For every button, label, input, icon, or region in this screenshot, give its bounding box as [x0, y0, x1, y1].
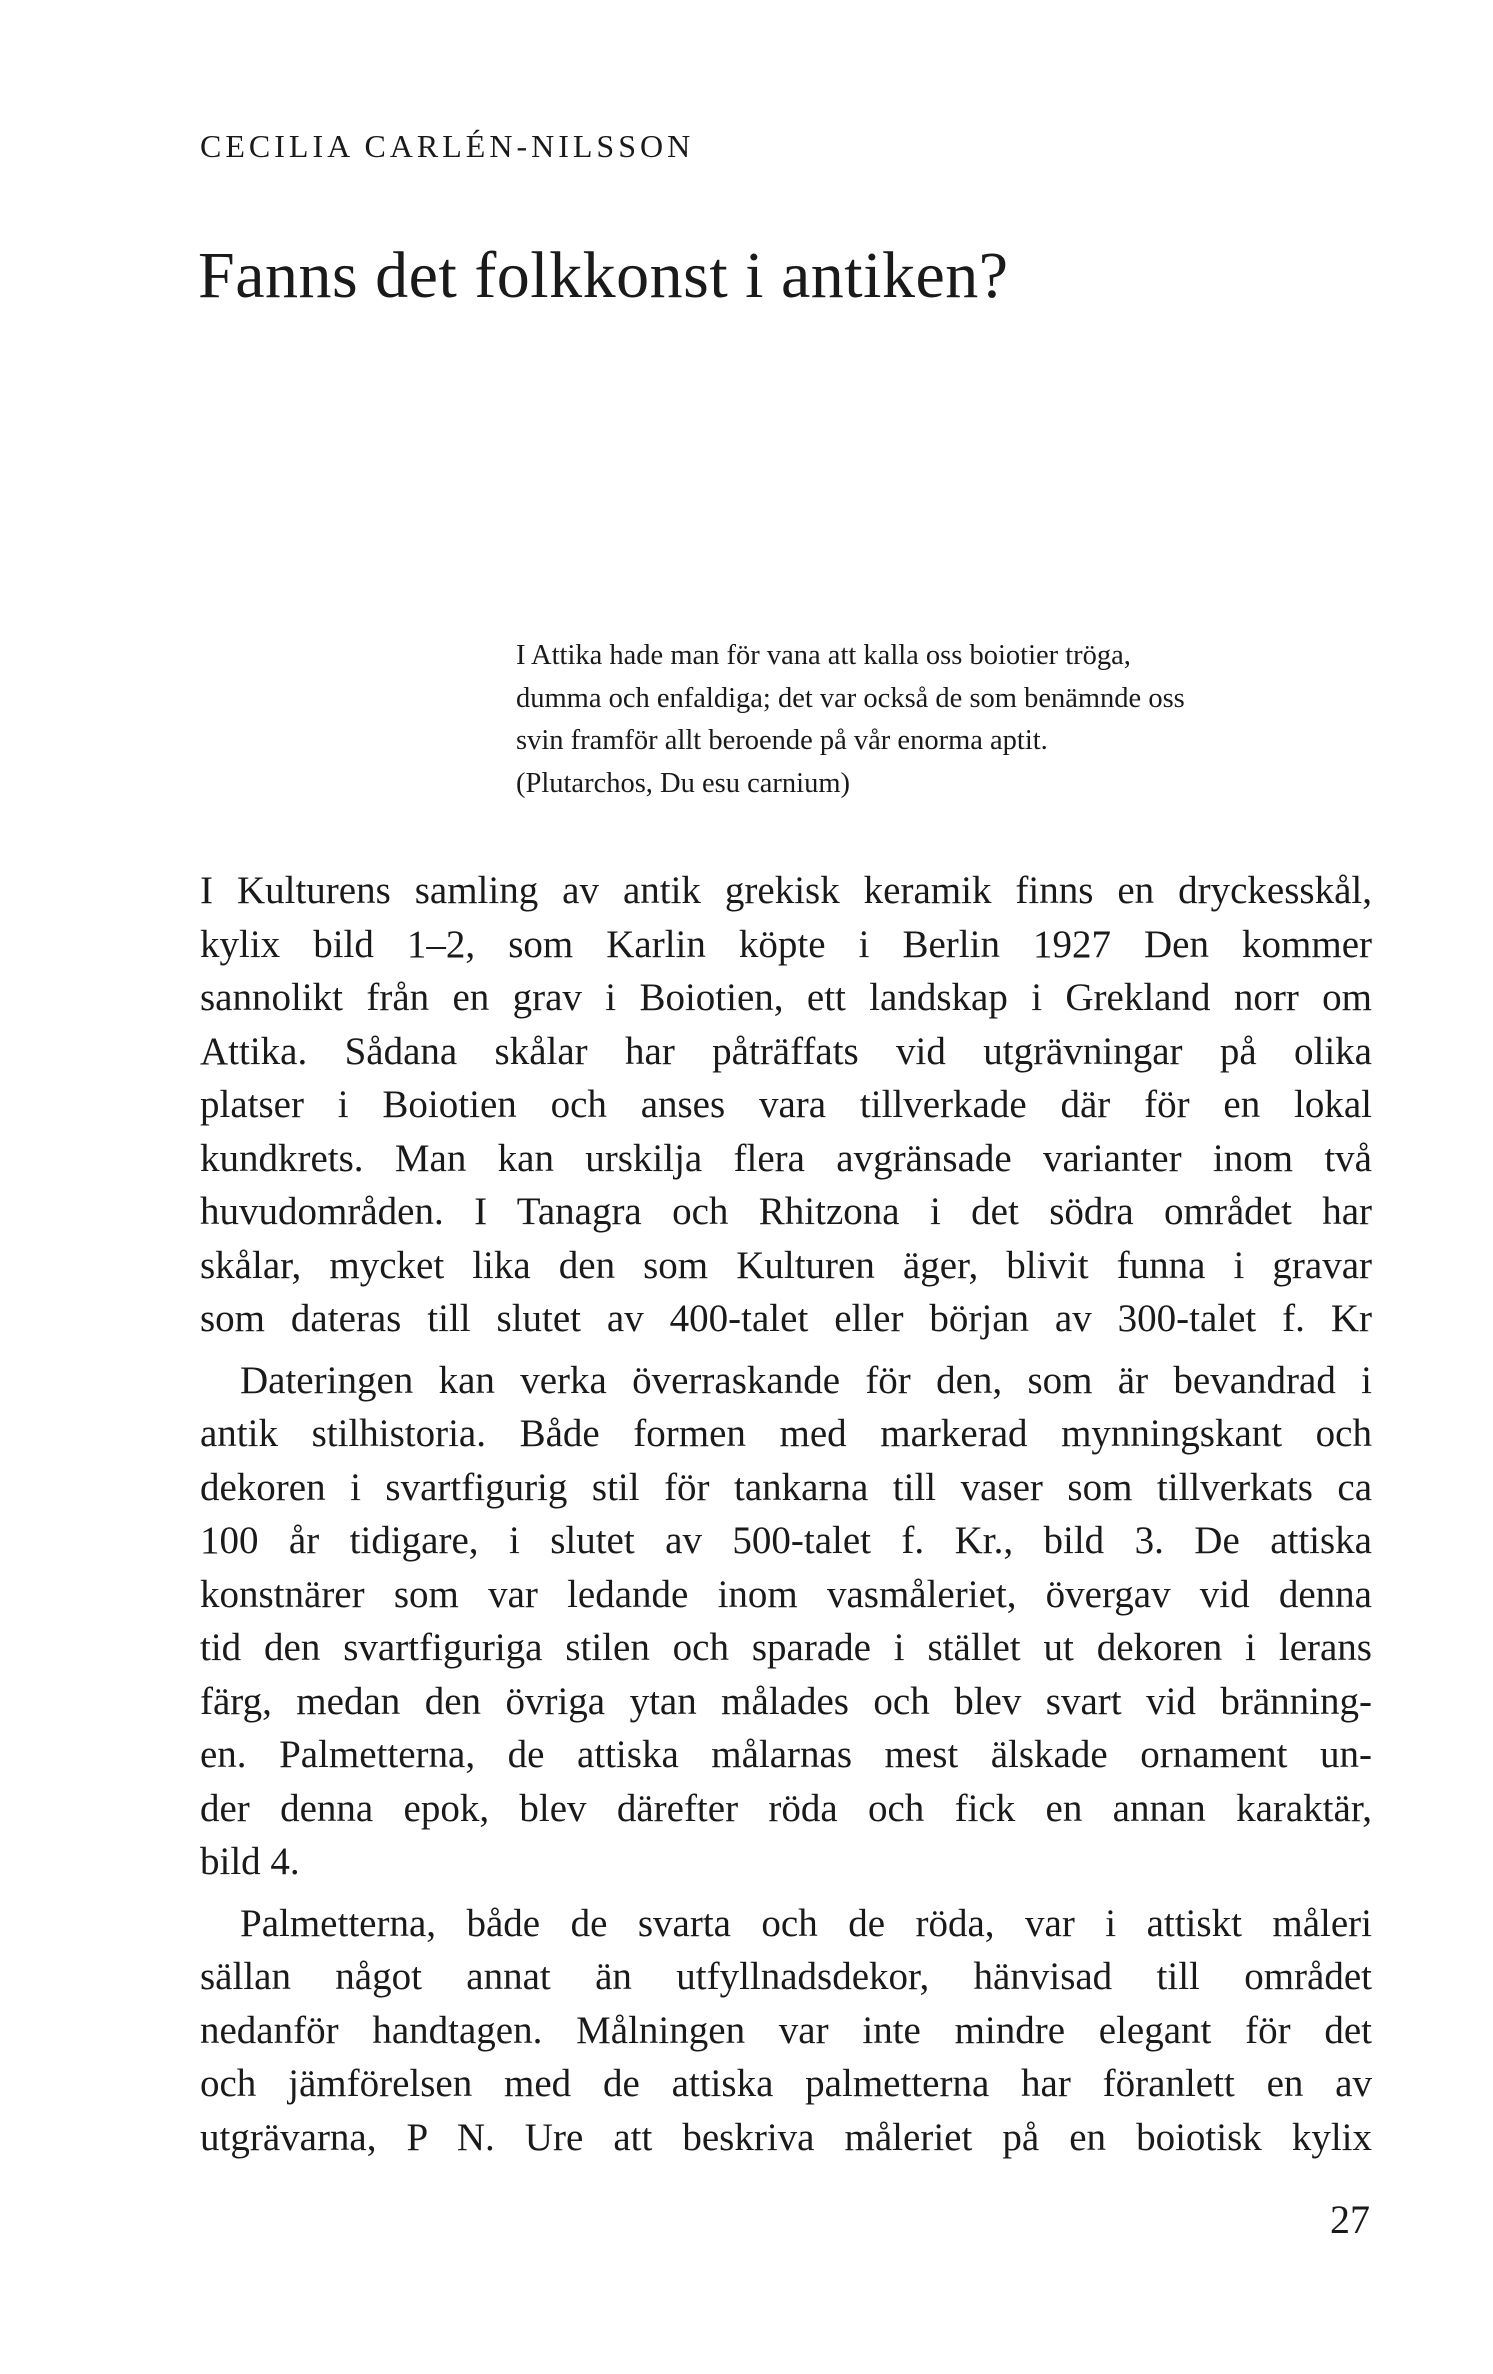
text-line: platser i Boiotien och anses vara tillverkade där för en lokal [200, 1083, 1372, 1126]
author-name: CECILIA CARLÉN-NILSSON [200, 128, 695, 164]
text-line: tid den svartfiguriga stilen och sparade i stället ut dekoren i lerans [200, 1626, 1372, 1669]
body-text [200, 864, 1372, 2164]
text-line: sällan något annat än utfyllnadsdekor, hänvisad till området [200, 1955, 1372, 1998]
epigraph [516, 635, 1376, 805]
text-line: Attika. Sådana skålar har påträffats vid utgrävningar på olika [200, 1029, 1372, 1073]
text-line: utgrävarna, P N. Ure att beskriva måleriet på en boiotisk kylix [200, 2115, 1372, 2159]
paragraph-3 [200, 1897, 1372, 2165]
text-line: en. Palmetterna, de attiska målarnas mest älskade ornament un- [200, 1733, 1372, 1776]
epigraph-citation: (Plutarchos, Du esu carnium) [516, 767, 850, 799]
text-line: kylix bild 1–2, som Karlin köpte i Berlin 1927 Den kommer [200, 922, 1372, 966]
text-line: som dateras till slutet av 400-talet eller början av 300-talet f. Kr [200, 1297, 1372, 1340]
epigraph-line: svin framför allt beroende på vår enorma aptit. [516, 725, 1048, 756]
text-line: I Kulturens samling av antik grekisk keramik finns en dryckesskål, [200, 869, 1372, 912]
epigraph-line: I Attika hade man för vana att kalla oss boiotier tröga, [516, 640, 1131, 671]
text-line: dekoren i svartfigurig stil för tankarna till vaser som tillverkats ca [200, 1465, 1372, 1509]
text-line: och jämförelsen med de attiska palmetterna har föranlett en av [200, 2062, 1372, 2105]
text-line: antik stilhistoria. Både formen med markerad mynningskant och [200, 1412, 1372, 1455]
text-line: Dateringen kan verka överraskande för den, som är bevandrad i [240, 1358, 1372, 1402]
page-number: 27 [1330, 2197, 1370, 2242]
paragraph-2 [200, 1354, 1372, 1889]
epigraph-line: dumma och enfaldiga; det var också de som benämnde oss [516, 682, 1185, 714]
text-line: 100 år tidigare, i slutet av 500-talet f. Kr., bild 3. De attiska [200, 1519, 1372, 1562]
text-line: nedanför handtagen. Målningen var inte mindre elegant för det [200, 2008, 1372, 2052]
text-line: färg, medan den övriga ytan målades och blev svart vid bränning- [200, 1679, 1372, 1723]
article-title: Fanns det folkkonst i antiken? [198, 239, 1009, 312]
text-line: bild 4. [200, 1840, 300, 1883]
paragraph-1 [200, 864, 1372, 1346]
text-line: skålar, mycket lika den som Kulturen äger, blivit funna i gravar [200, 1243, 1372, 1287]
text-line: sannolikt från en grav i Boiotien, ett landskap i Grekland norr om [200, 976, 1372, 1019]
text-line: Palmetterna, både de svarta och de röda, var i attiskt måleri [240, 1901, 1372, 1945]
text-line: konstnärer som var ledande inom vasmåleriet, övergav vid denna [200, 1572, 1372, 1616]
text-line: der denna epok, blev därefter röda och fick en annan karaktär, [200, 1786, 1372, 1830]
text-line: huvudområden. I Tanagra och Rhitzona i det södra området har [200, 1190, 1372, 1233]
text-line: kundkrets. Man kan urskilja flera avgränsade varianter inom två [200, 1136, 1372, 1180]
